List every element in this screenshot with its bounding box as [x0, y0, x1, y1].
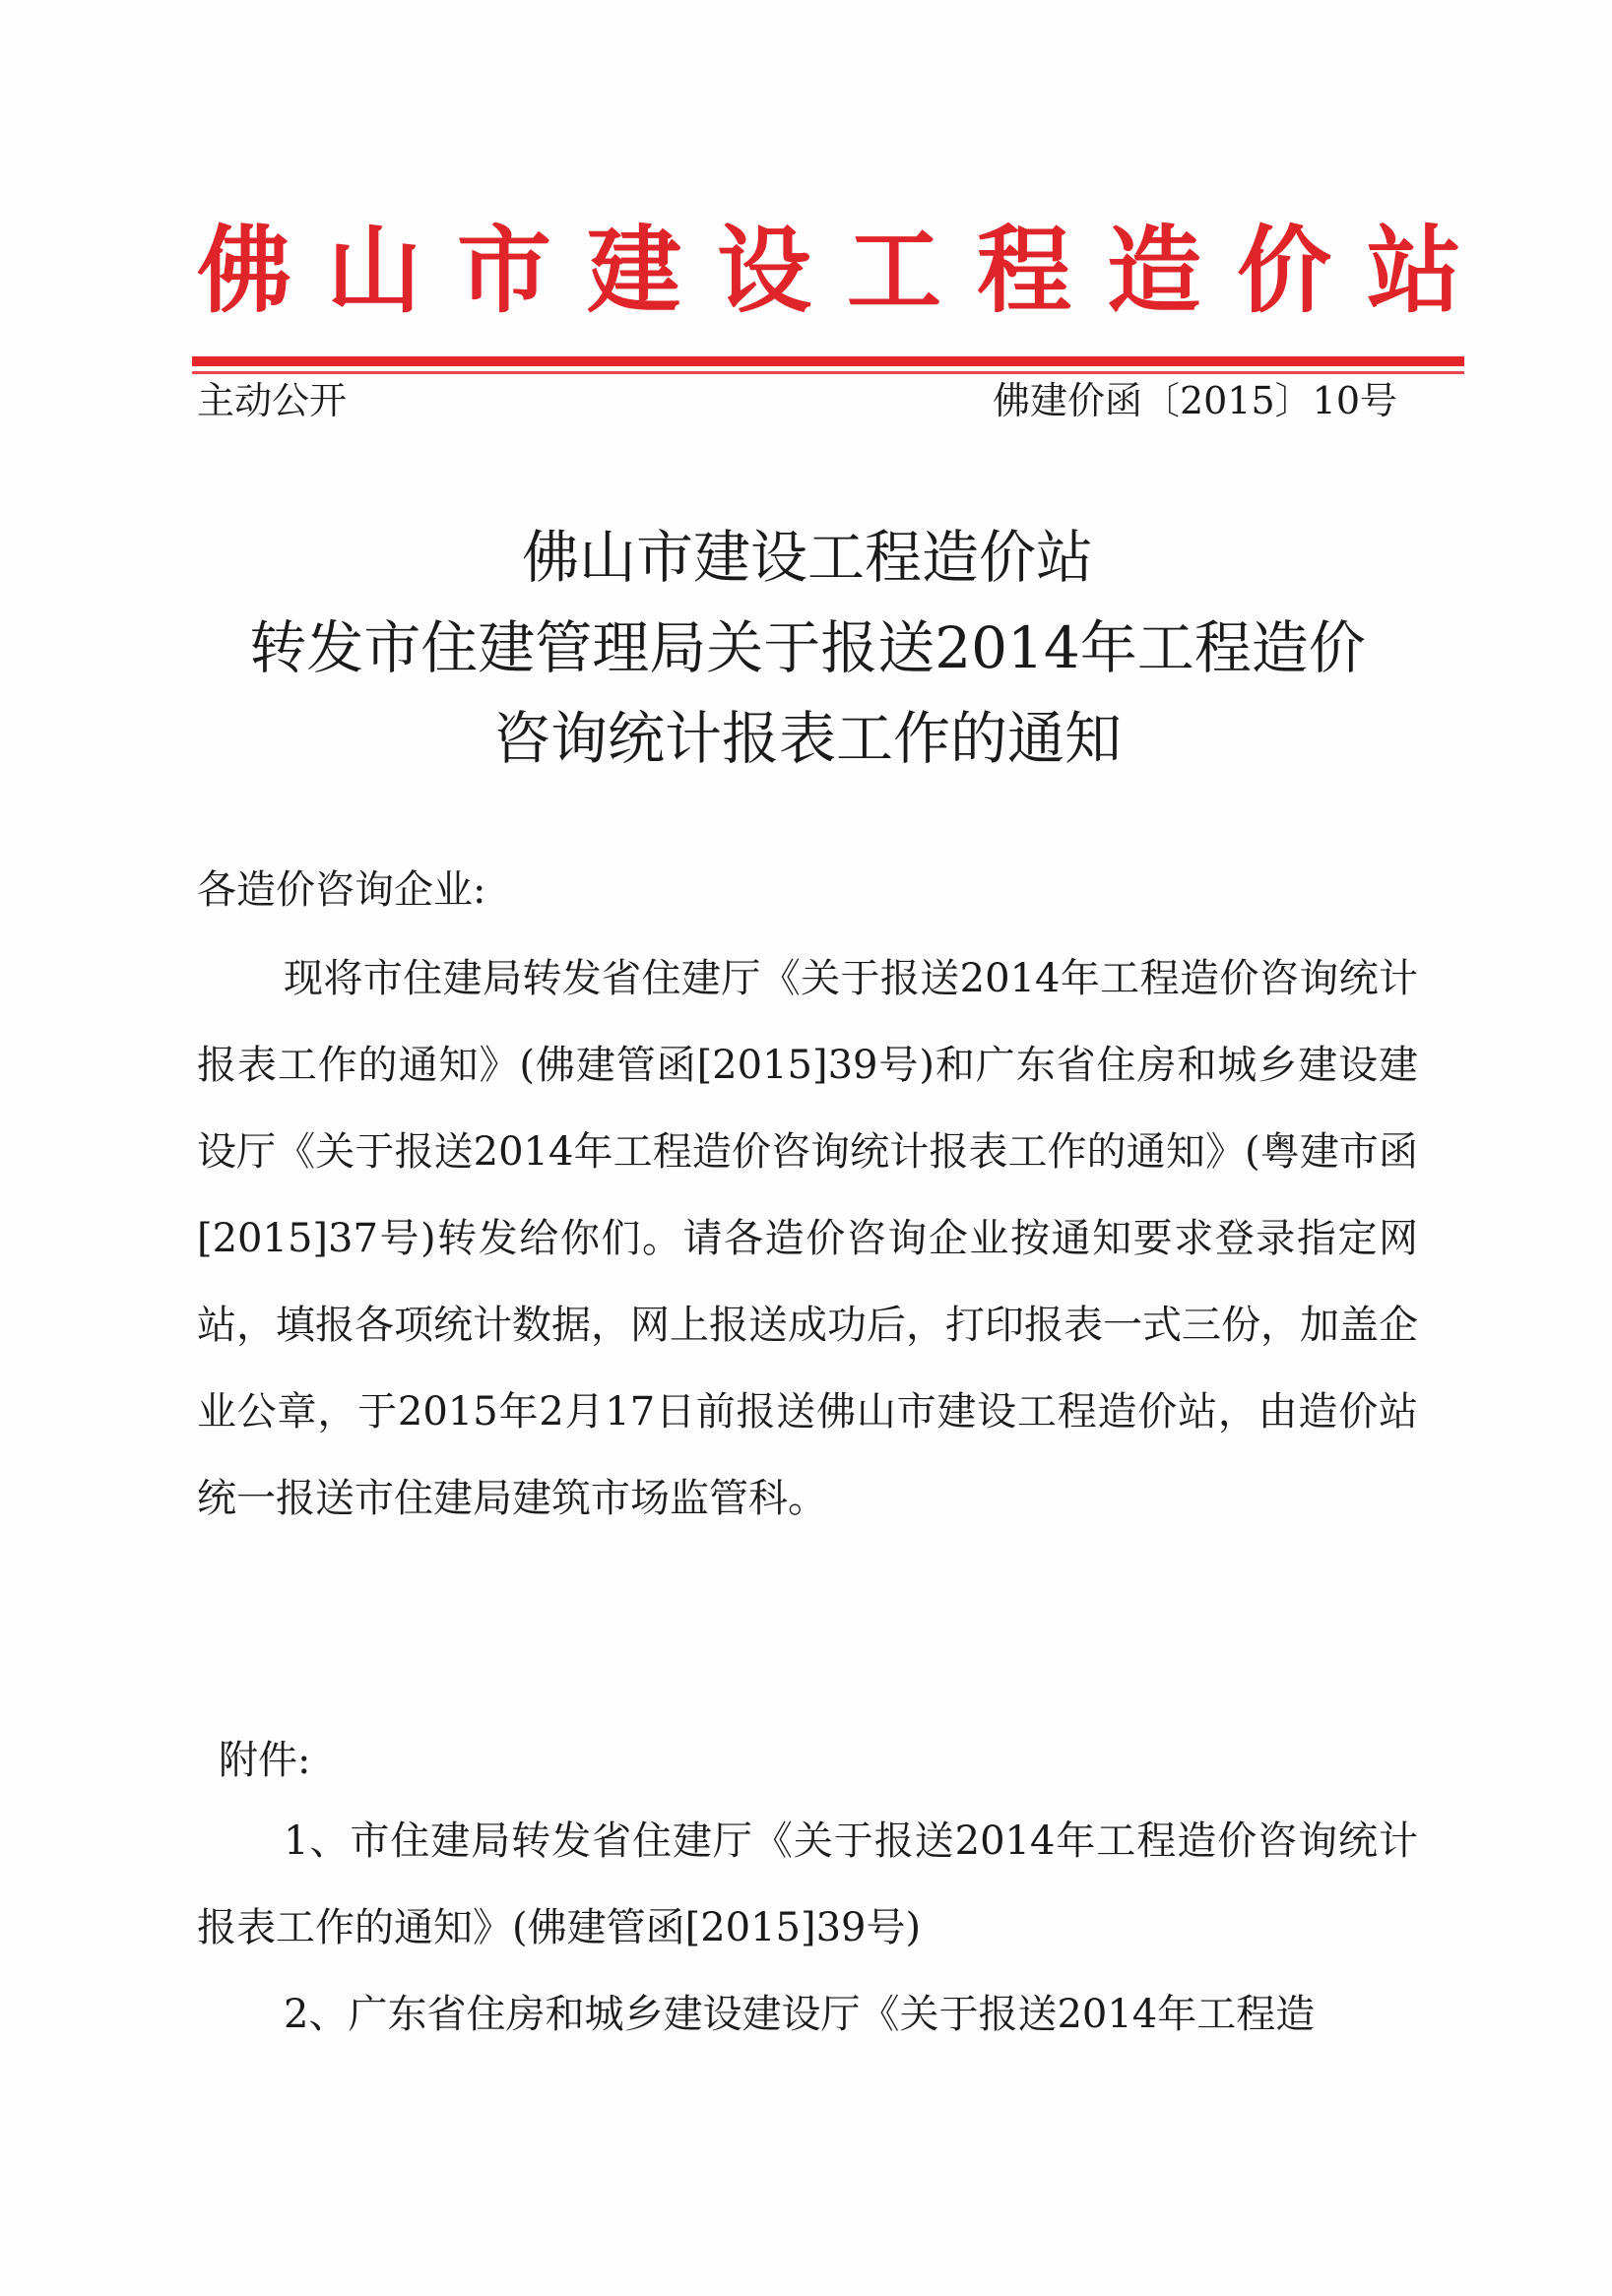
attachment-item-2: 2、广东省住房和城乡建设建设厅《关于报送2014年工程造	[284, 1992, 1316, 2037]
disclosure-label: 主动公开	[197, 379, 348, 422]
salutation: 各造价咨询企业:	[197, 867, 486, 913]
document-number: 佛建价函〔2015〕10号	[992, 379, 1397, 422]
document-title	[187, 512, 1428, 784]
body-paragraph	[197, 935, 1418, 1542]
title-line-1: 佛山市建设工程造价站	[521, 524, 1093, 591]
header-red-rule-thin	[192, 371, 1464, 374]
title-line-2: 转发市住建管理局关于报送2014年工程造价	[249, 614, 1366, 681]
main-paragraph-text: 现将市住建局转发省住建厅《关于报送2014年工程造价咨询统计报表工作的通知》(佛建管函[2015]39号)和广东省住房和城乡建设建设厅《关于报送2014年工程造价咨询统计报表工作的通知》(粤建市函[2015]37号)转发给你们。请各造价咨询企业按通知要求登录指定网站，填报各项统计数据，网上报送成功后，打印报表一式三份，加盖企业公章，于2015年2月17日前报送佛山市建设工程造价站，由造价站统一报送市住建局建筑市场监管科。	[197, 956, 1418, 1521]
attachment-item-1: 1、市住建局转发省住建厅《关于报送2014年工程造价咨询统计报表工作的通知》(佛建管函[2015]39号)	[197, 1818, 1418, 1950]
attachment-list	[197, 1798, 1418, 2058]
header-red-rule	[192, 356, 1464, 366]
org-letterhead: 佛山市建设工程造价站	[197, 216, 1497, 326]
title-line-3: 咨询统计报表工作的通知	[492, 705, 1122, 772]
attachments-label: 附件:	[219, 1738, 311, 1783]
